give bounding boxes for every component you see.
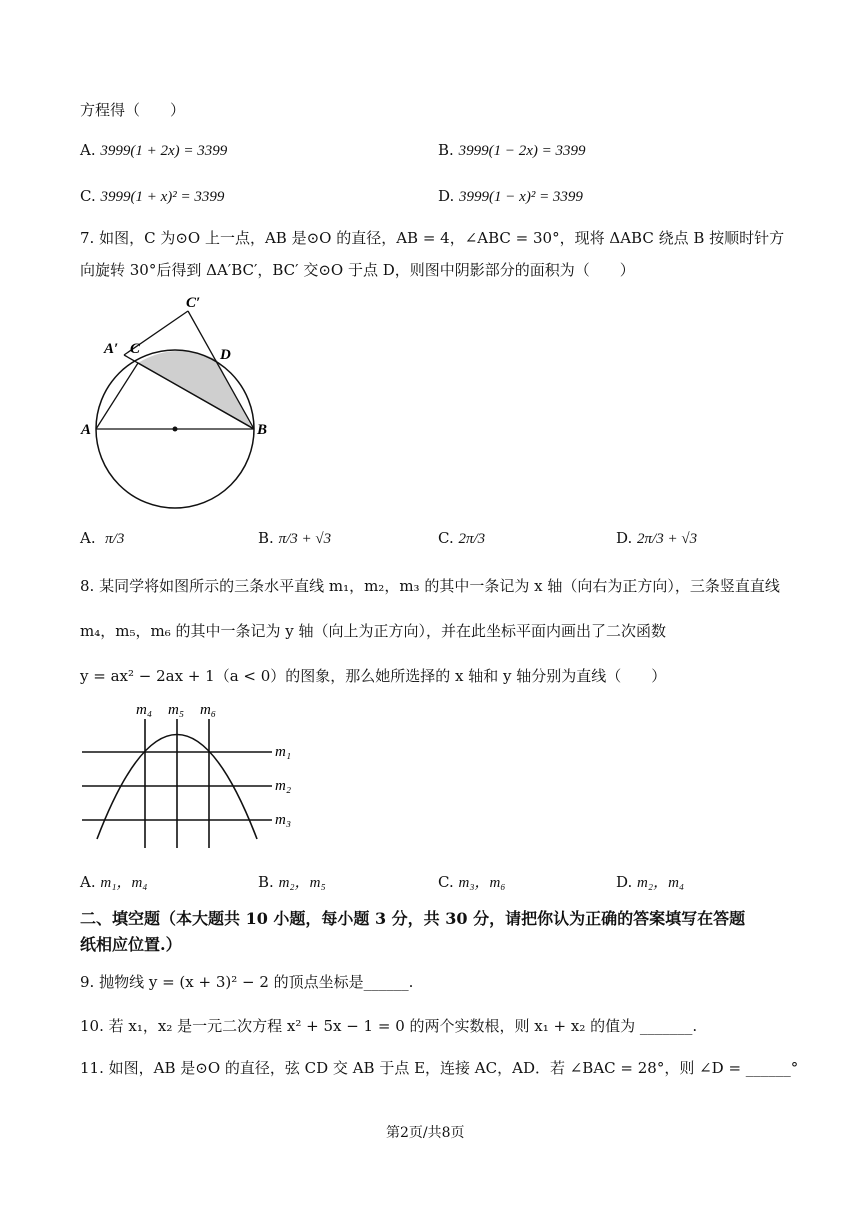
option-text: m₂，m₅ [278,875,326,891]
label-m5: m₅ [168,702,185,718]
label-d: D [220,347,231,363]
q7-stem-line2: 向旋转 30°后得到 ΔA′BC′，BC′ 交⊙O 于点 D，则图中阴影部分的面积为（ ） [80,261,635,279]
option-text: 2π/3 [458,531,486,547]
q8-option-a[interactable] [80,872,148,893]
q8-stem-line2: m₄，m₅，m₆ 的其中一条记为 y 轴（向上为正方向），并在此坐标平面内画出了二次函数 [80,622,666,640]
label-m2: m₂ [275,778,292,794]
q8-option-d[interactable] [616,872,684,893]
q6-tail: 方程得（ ） [80,101,186,119]
option-label: D. [616,529,633,547]
page-footer: 第2页/共8页 [386,1125,465,1141]
option-label: A. [80,873,96,891]
label-a: A [81,422,92,438]
label-b: B [257,422,268,438]
option-label: D. [438,187,455,205]
label-m3: m₃ [275,812,292,828]
section-heading-line2: 纸相应位置.） [80,935,182,954]
label-c: C [130,341,141,357]
label-m6: m₆ [200,702,217,718]
q8-stem-line1: 8. 某同学将如图所示的三条水平直线 m₁，m₂，m₃ 的其中一条记为 x 轴（向右为正方向），三条竖直直线 [80,577,780,595]
option-label: C. [80,187,96,205]
option-text: 3999(1 − x)² = 3399 [459,189,583,205]
option-text: 3999(1 + 2x) = 3399 [100,143,228,159]
option-text: m₂，m₄ [637,875,685,891]
option-label: B. [258,529,274,547]
q9-text: 9. 抛物线 y = (x + 3)² − 2 的顶点坐标是______. [80,973,414,991]
option-label: C. [438,873,454,891]
q8-option-c[interactable] [438,872,506,893]
option-text: m₃，m₆ [458,875,506,891]
option-text: m₁，m₄ [100,875,148,891]
option-label: A. [80,529,96,547]
label-c-prime: C′ [186,295,201,311]
section-heading-line1: 二、填空题（本大题共 10 小题，每小题 3 分，共 30 分，请把你认为正确的答案填写在答题 [80,909,746,928]
option-label: A. [80,141,96,159]
option-label: B. [438,141,454,159]
option-text: 3999(1 + x)² = 3399 [100,189,225,205]
label-a-prime: A′ [104,341,119,357]
option-text: π/3 [105,531,125,547]
q11-text: 11. 如图，AB 是⊙O 的直径，弦 CD 交 AB 于点 E，连接 AC，AD．若 ∠BAC = 28°，则 ∠D = ______° [80,1059,799,1077]
q8-stem-line3: y = ax² − 2ax + 1（a < 0）的图象，那么她所选择的 x 轴和 y 轴分别为直线（ ） [80,667,667,685]
q8-option-b[interactable] [258,872,326,893]
option-text: 3999(1 − 2x) = 3399 [458,143,586,159]
label-m1: m₁ [275,744,292,760]
option-label: D. [616,873,633,891]
option-label: B. [258,873,274,891]
q10-text: 10. 若 x₁，x₂ 是一元二次方程 x² + 5x − 1 = 0 的两个实数根，则 x₁ + x₂ 的值为 _______. [80,1017,698,1035]
option-text: 2π/3 + √3 [637,531,698,547]
label-m4: m₄ [136,702,153,718]
option-text: π/3 + √3 [278,531,332,547]
option-label: C. [438,529,454,547]
q7-stem-line1: 7. 如图，C 为⊙O 上一点，AB 是⊙O 的直径，AB = 4，∠ABC = 30°，现将 ΔABC 绕点 B 按顺时针方 [80,229,785,247]
